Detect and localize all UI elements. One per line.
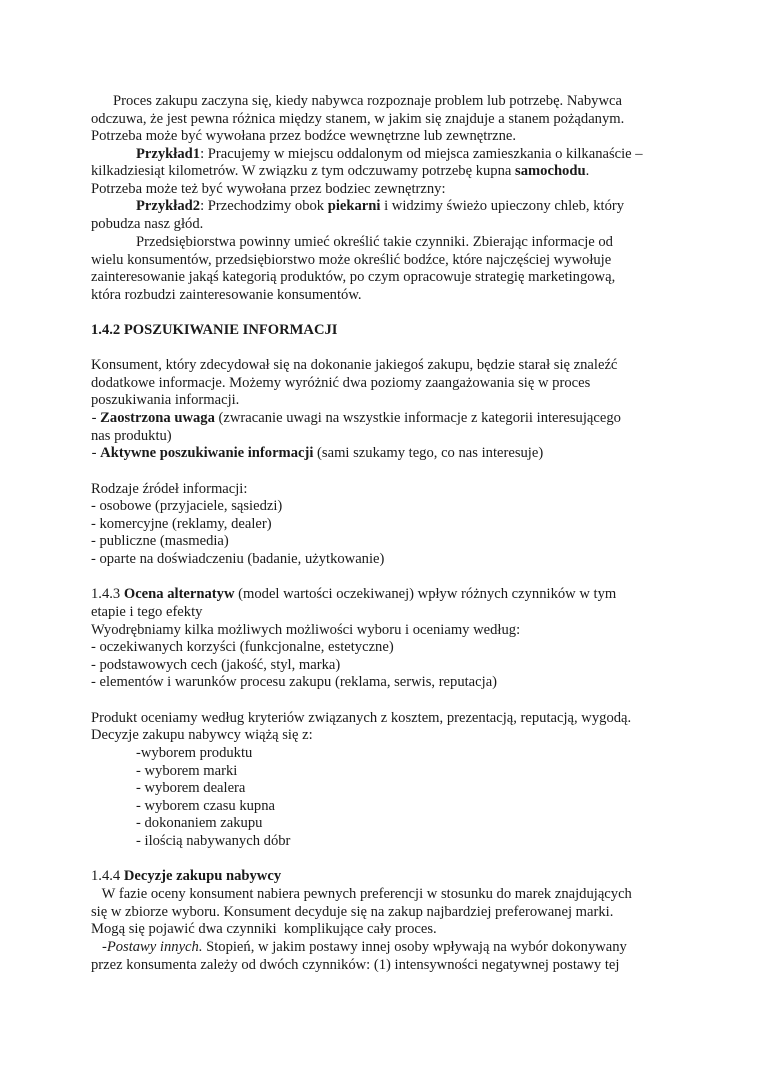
- paragraph-line: się w zbiorze wyboru. Konsument decyduje się na zakup najbardziej preferowanej marki.: [91, 904, 614, 920]
- example-label: Przykład2: [136, 198, 201, 214]
- level-item-cont: nas produktu): [91, 428, 172, 444]
- section-heading: 1.4.3 Ocena alternatyw (model wartości oczekiwanej) wpływ różnych czynników w tym: [91, 586, 617, 602]
- level-item: - Aktywne poszukiwanie informacji (sami szukamy tego, co nas interesuje): [88, 445, 544, 461]
- list-item: - wyborem czasu kupna: [136, 798, 275, 814]
- paragraph-line: Konsument, który zdecydował się na dokonanie jakiegoś zakupu, będzie starał się znaleźć: [91, 357, 618, 373]
- paragraph-line: Potrzeba może też być wywołana przez bodziec zewnętrzny:: [91, 181, 446, 197]
- paragraph-line: która rozbudzi zainteresowanie konsumentów.: [91, 287, 362, 303]
- example-1-cont: kilkadziesiąt kilometrów. W związku z tym odczuwamy potrzebę kupna samochodu.: [91, 163, 590, 179]
- paragraph-line: etapie i tego efekty: [91, 604, 203, 620]
- section-heading: 1.4.2 POSZUKIWANIE INFORMACJI: [91, 322, 338, 338]
- example-1: Przykład1: Pracujemy w miejscu oddalonym od miejsca zamieszkania o kilkanaście –: [136, 146, 643, 162]
- list-item: - dokonaniem zakupu: [136, 815, 263, 831]
- paragraph-line: wielu konsumentów, przedsiębiorstwo może określić bodźce, które najczęściej wywołuje: [91, 252, 612, 268]
- paragraph-line: Decyzje zakupu nabywcy wiążą się z:: [91, 727, 313, 743]
- paragraph-line: Mogą się pojawić dwa czynniki komplikujące cały proces.: [91, 921, 437, 937]
- paragraph-line: W fazie oceny konsument nabiera pewnych preferencji w stosunku do marek znajdujących: [91, 886, 632, 902]
- paragraph-line: Potrzeba może być wywołana przez bodźce wewnętrzne lub zewnętrzne.: [91, 128, 517, 144]
- paragraph-line: Proces zakupu zaczyna się, kiedy nabywca rozpoznaje problem lub potrzebę. Nabywca: [113, 93, 622, 109]
- section-heading: 1.4.4 Decyzje zakupu nabywcy: [91, 868, 282, 884]
- paragraph-line: Produkt oceniamy według kryteriów związanych z kosztem, prezentacją, reputacją, wygodą.: [91, 710, 632, 726]
- sources-title: Rodzaje źródeł informacji:: [91, 481, 248, 497]
- list-item: - wyborem dealera: [136, 780, 246, 796]
- list-item: -wyborem produktu: [136, 745, 253, 761]
- paragraph-line: Przedsiębiorstwa powinny umieć określić takie czynniki. Zbierając informacje od: [136, 234, 613, 250]
- list-item: - oparte na doświadczeniu (badanie, użytkowanie): [91, 551, 385, 567]
- list-item: - podstawowych cech (jakość, styl, marka): [91, 657, 341, 673]
- list-item: - osobowe (przyjaciele, sąsiedzi): [91, 498, 283, 514]
- list-item: - oczekiwanych korzyści (funkcjonalne, estetyczne): [91, 639, 394, 655]
- paragraph-line: zainteresowanie jakąś kategorią produktów, po czym opracowuje strategię marketingową,: [91, 269, 616, 285]
- list-item: - ilością nabywanych dóbr: [136, 833, 291, 849]
- example-2-cont: pobudza nasz głód.: [91, 216, 204, 232]
- list-item: - komercyjne (reklamy, dealer): [91, 516, 272, 532]
- paragraph-line: -Postawy innych. Stopień, w jakim postawy innej osoby wpływają na wybór dokonywany: [91, 939, 627, 955]
- list-item: - publiczne (masmedia): [91, 533, 229, 549]
- level-item: - Zaostrzona uwaga (zwracanie uwagi na wszystkie informacje z kategorii interesującego: [88, 410, 621, 426]
- paragraph-line: odczuwa, że jest pewna różnica między stanem, w jakim się znajduje a stanem pożądanym.: [91, 111, 625, 127]
- example-label: Przykład1: [136, 146, 201, 162]
- paragraph-line: przez konsumenta zależy od dwóch czynników: (1) intensywności negatywnej postawy tej: [91, 957, 620, 973]
- paragraph-line: poszukiwania informacji.: [91, 392, 240, 408]
- list-item: - elementów i warunków procesu zakupu (reklama, serwis, reputacja): [91, 674, 498, 690]
- paragraph-line: dodatkowe informacje. Możemy wyróżnić dwa poziomy zaangażowania się w proces: [91, 375, 591, 391]
- list-item: - wyborem marki: [136, 763, 238, 779]
- paragraph-line: Wyodrębniamy kilka możliwych możliwości wyboru i oceniamy według:: [91, 622, 521, 638]
- example-2: Przykład2: Przechodzimy obok piekarni i widzimy świeżo upieczony chleb, który: [136, 198, 625, 214]
